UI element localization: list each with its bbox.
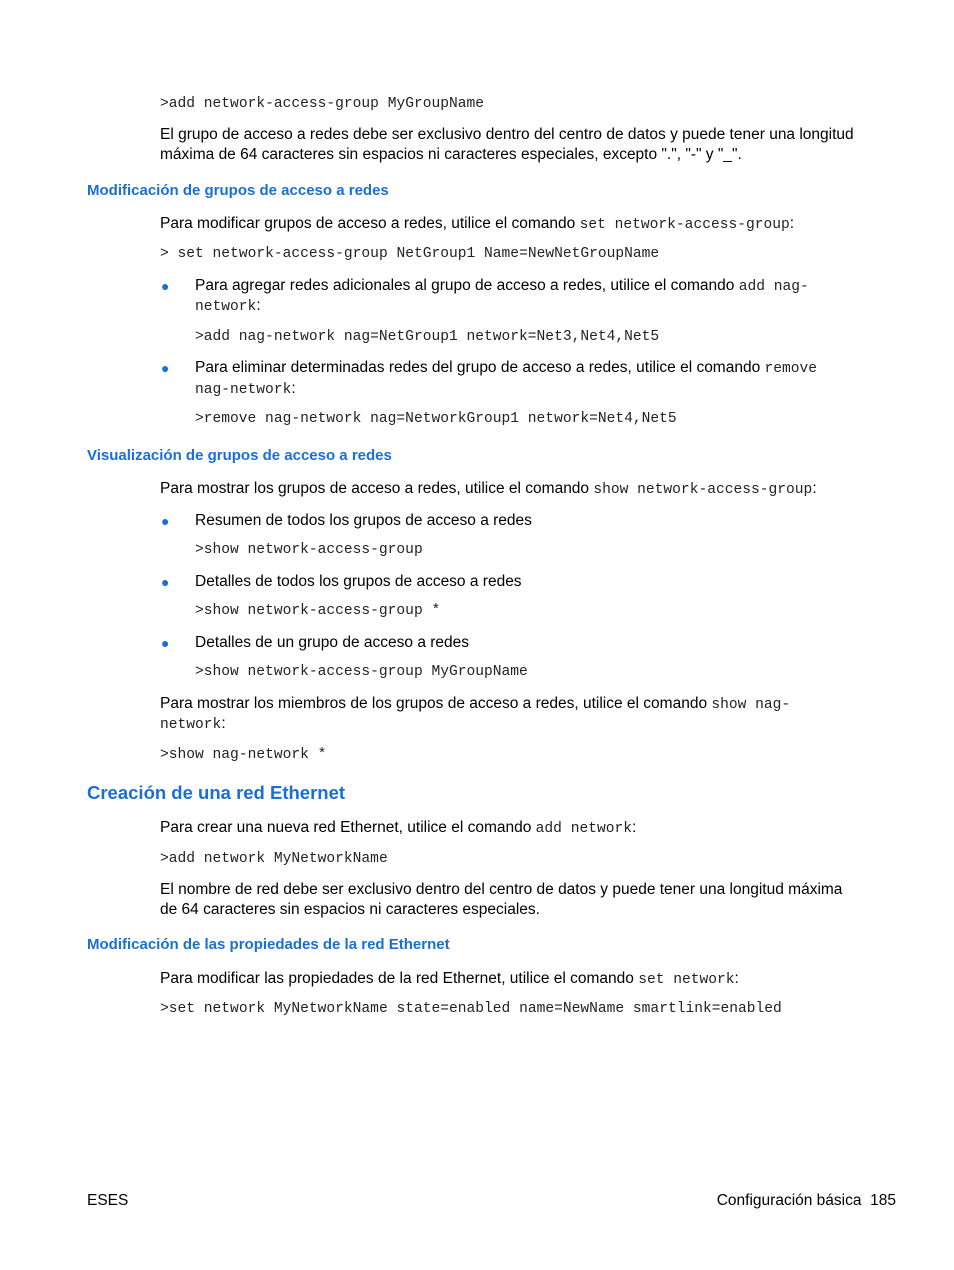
bullet-icon: ● xyxy=(161,278,170,294)
paragraph-text: Para eliminar determinadas redes del grupo de acceso a redes, utilice el comando xyxy=(195,359,765,376)
paragraph-text: Para mostrar los miembros de los grupos de acceso a redes, utilice el comando xyxy=(160,695,712,712)
paragraph-cont xyxy=(160,714,226,735)
bullet-text-cont xyxy=(195,296,261,317)
paragraph-line: máxima de 64 caracteres sin espacios ni caracteres especiales, excepto ".", "-" y "_". xyxy=(160,146,742,163)
inline-command: set network-access-group xyxy=(579,217,790,233)
punctuation: : xyxy=(221,715,226,732)
section-heading: Modificación de grupos de acceso a redes xyxy=(87,182,389,199)
inline-command: network xyxy=(160,717,222,733)
inline-command: show nag- xyxy=(711,697,791,713)
bullet-text: Resumen de todos los grupos de acceso a redes xyxy=(195,512,532,529)
code-block: >add network MyNetworkName xyxy=(160,851,388,867)
punctuation: : xyxy=(789,215,795,232)
footer-left: ESES xyxy=(87,1192,129,1209)
code-block: >show network-access-group * xyxy=(195,603,441,619)
paragraph-text: Para crear una nueva red Ethernet, utilice el comando xyxy=(160,819,536,836)
inline-command: add nag- xyxy=(738,279,809,295)
paragraph-line: El nombre de red debe ser exclusivo dentro del centro de datos y puede tener una longitud máxima xyxy=(160,881,843,898)
paragraph-line: El grupo de acceso a redes debe ser exclusivo dentro del centro de datos y puede tener una longitud xyxy=(160,126,854,143)
paragraph-text: Para mostrar los grupos de acceso a redes, utilice el comando xyxy=(160,480,594,497)
inline-command: remove xyxy=(764,361,818,377)
code-block: >show network-access-group MyGroupName xyxy=(195,664,528,680)
paragraph-text: Para modificar grupos de acceso a redes, utilice el comando xyxy=(160,215,580,232)
page-number: 185 xyxy=(870,1192,896,1209)
footer-right xyxy=(717,1192,896,1210)
inline-command: add network xyxy=(535,821,633,837)
paragraph-text: Para modificar las propiedades de la red Ethernet, utilice el comando xyxy=(160,970,639,987)
bullet-text xyxy=(195,358,817,379)
code-add-group: >add network-access-group MyGroupName xyxy=(160,96,485,112)
bullet-text: Detalles de un grupo de acceso a redes xyxy=(195,634,470,651)
paragraph-line: de 64 caracteres sin espacios ni caracteres especiales. xyxy=(160,901,540,918)
punctuation: : xyxy=(632,819,637,836)
code-block: >show network-access-group xyxy=(195,542,423,558)
inline-command: set network xyxy=(638,972,735,988)
code-block: >set network MyNetworkName state=enabled name=NewName smartlink=enabled xyxy=(160,1001,782,1017)
code-block: >remove nag-network nag=NetworkGroup1 network=Net4,Net5 xyxy=(195,411,677,427)
code-block: > set network-access-group NetGroup1 Name=NewNetGroupName xyxy=(160,246,660,262)
paragraph xyxy=(160,214,794,235)
code-block: >add nag-network nag=NetGroup1 network=Net3,Net4,Net5 xyxy=(195,329,660,345)
paragraph xyxy=(160,969,739,990)
bullet-text: Detalles de todos los grupos de acceso a redes xyxy=(195,573,522,590)
punctuation: : xyxy=(734,970,739,987)
paragraph xyxy=(160,818,636,839)
bullet-icon: ● xyxy=(161,635,170,651)
punctuation: : xyxy=(256,297,261,314)
bullet-icon: ● xyxy=(161,513,170,529)
bullet-text xyxy=(195,276,809,297)
inline-command: show network-access-group xyxy=(593,482,813,498)
footer-section: Configuración básica xyxy=(716,1192,862,1209)
inline-command: network xyxy=(195,299,257,315)
code-block: >show nag-network * xyxy=(160,747,327,763)
punctuation: : xyxy=(291,380,296,397)
inline-command: nag-network xyxy=(195,382,292,398)
paragraph xyxy=(160,479,817,500)
section-heading: Modificación de las propiedades de la red Ethernet xyxy=(87,936,450,953)
punctuation: : xyxy=(812,480,817,497)
paragraph-text: Para agregar redes adicionales al grupo de acceso a redes, utilice el comando xyxy=(195,277,739,294)
bullet-text-cont xyxy=(195,379,296,400)
bullet-icon: ● xyxy=(161,574,170,590)
bullet-icon: ● xyxy=(161,360,170,376)
section-heading: Visualización de grupos de acceso a redes xyxy=(87,447,392,464)
section-title: Creación de una red Ethernet xyxy=(87,782,346,803)
paragraph xyxy=(160,694,790,715)
